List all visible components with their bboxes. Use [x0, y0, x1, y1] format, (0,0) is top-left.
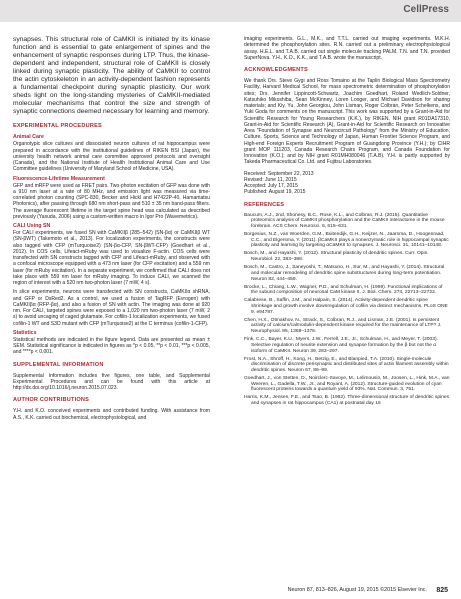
paragraph-cali-2: In slice experiments, neurons were transfected with SN constructs, CaMKIIα shRNA, and GFP or DsRed2. As a control, we used a fusion of TagRFP (Evrogen) with CaMKIIβα (RFP-βα), and also a fusion of SN with actin. The imaging was done at 920 nm. For CALI, targeted spines were exposed to a 1,020 nm two-photon laser (7 mW, 2 s) to avoid uncaging of caged glutamate. For cofilin-1 localization experiments, we fused cofilin-1 WT and S3D mutant with CFP (mTurquoise2) at the C terminus (cofilin-1-CFP). [13, 289, 210, 327]
reference-item: Calabrese, B., Saffin, J.M., and Halpain, S. (2014). Activity-dependent dendritic spine shrinkage and growth involve downregulation of cofilin via distinct mechanisms. PLoS ONE 9, e94787. [244, 298, 448, 315]
left-column [13, 36, 210, 424]
section-heading-supplemental: SUPPLEMENTAL INFORMATION [13, 361, 104, 368]
date-published: Published: August 19, 2015 [244, 189, 306, 196]
footer-citation: Neuron 87, 813–826, August 19, 2015 ©2015 Elsevier Inc. [287, 587, 427, 593]
reference-item: Frost, N.A., Shroff, H., Kong, H., Betzig, E., and Blanpied, T.A. (2010). Single-molecule discrimination of discrete perisynaptic and distributed sites of actin filament assembly within dendritic spines. Neuron 67, 86–99. [244, 356, 449, 373]
section-heading-procedures: EXPERIMENTAL PROCEDURES [13, 123, 102, 130]
date-revised: Revised: June 11, 2015 [244, 176, 297, 183]
page-footer [0, 584, 461, 599]
section-heading-acknowledgments: ACKNOWLEDGMENTS [244, 67, 308, 73]
reference-item: Bosch, M., Castro, J., Saneyoshi, T., Matsuno, H., Sur, M., and Hayashi, Y. (2014). Structural and molecular remodeling of dendritic spine substructures during long-term potentiation. Neuron 82, 444–459. [244, 265, 445, 282]
page-number: 825 [436, 587, 448, 594]
right-column [244, 36, 450, 409]
reference-item: Baucum, A.J., 2nd, Shonesy, B.C., Rose, K.L., and Colbran, R.J. (2015). Quantitative proteomics analysis of CaMKII phosphorylation and the CaMKII interactome in the mouse forebrain. ACS Chem. Neurosci. 6, 615–631. [244, 212, 445, 229]
date-accepted: Accepted: July 17, 2015 [244, 183, 298, 189]
reference-item: Borgesius, N.Z., van Woerden, G.M., Buitendijk, G.H., Keijzer, N., Jaarsma, D., Hoogenraad, C.C., and Elgersma, Y. (2011). βCaMKII plays a nonenzymatic role in hippocampal synaptic plasticity and learning by targeting αCaMKII to synapses. J. Neurosci. 31, 10141–10148. [244, 231, 449, 249]
subheading-statistics: Statistics [13, 329, 37, 336]
lead-paragraph: synapses. This structural role of CaMKII is initiated by its kinase function and is essential to gate enlargement of spines and the enhancement of synaptic responses during LTP. Thus, the kinase-dependent and independent, structural role of CaMKII is closely linked during synaptic plasticity. The ability of CaMKII to control the actin cytoskeleton in an activity-dependent fashion represents a fundamental checkpoint during synaptic plasticity. Our work sheds light on the long-standing mysteries of CaMKII-mediated molecular mechanisms that control the size and strength of synaptic connections deemed necessary for learning and memory. [13, 36, 210, 116]
subheading-flim: Fluorescence-Lifetime Measurement [13, 175, 105, 182]
paragraph-supplemental: Supplemental Information includes five figures, one table, and Supplemental Experimental Procedures and can be found with this article at http://dx.doi.org/10.1016/j.neuron.2015.07.023. [13, 372, 210, 392]
header-bar [0, 0, 461, 22]
paragraph-contributions-cont: imaging experiments. G.L., M.K., and T.T.L. carried out imaging experiments. M.K.H. determined the phosphorylation sites. R.N. carried out a preliminary electrophysiological assay. H.E.L. and T.A.B. carried out single molecule tracking PALM. T.N. and T.N. provided SuperNova. Y.H., K.O., K.K., and T.A.B. wrote the manuscript. [244, 36, 450, 61]
section-heading-contributions: AUTHOR CONTRIBUTIONS [13, 397, 90, 404]
paragraph-animal-care: Organotypic slice cultures and dissociated neuron cultures of rat hippocampus were prepared in accordance with the institutional guidelines of RIKEN BSI (Japan), the university health network animal care committee approved protocols and oversight (Canada), and the National Institute of Health Institutional Animal Care and Use Committee guidelines (University of Maryland School of Medicine, USA). [13, 141, 210, 173]
reference-item: Brocke, L., Chiang, L.W., Wagner, P.D., and Schulman, H. (1999). Functional implications of the subunit composition of neuronal CaM kinase II. J. Biol. Chem. 274, 22713–22722. [244, 284, 443, 296]
reference-item: Goedhart, J., von Stetten, D., Noirclerc-Savoye, M., Lelimousin, M., Joosen, L., Hink, M.A., van Weeren, L., Gadella, T.W., Jr., and Royant, A. (2012). Structure-guided evolution of cyan fluorescent proteins towards a quantum yield of 93%. Nat. Commun. 3, 751. [244, 375, 450, 393]
paragraph-acknowledgments: We thank Drs. Steve Gygi and Ross Tomaino at the Taplin Biological Mass Spectrometry Facility, Harvard Medical School, for mass spectrometric determination of phosphorylation sites; Drs. Jennifer Lippincott-Schwartz, Joachim Goedhart, Roland Wedlich-Soldner, Katsuhiko Mikoshiba, Sean McKinney, Loren Looger, and Michael Davidson for sharing materials; and Kiy. Yu, John Georgiou, John Lisman, Roger Colbran, Peter Schelkens, and Yuki Goda for comments on the manuscript. This work was supported by a Grant-in-Aid for Scientific Research for Young Researchers (K.K.), by RIKEN, NIH grant R01DA17310, Grant-in-Aid for Scientific Research (A), Grant-in-Aid for Scientific Research on Innovative Area "Foundation of Synapse and Neurocircuit Pathology" from the Ministry of Education, Culture, Sports, Science and Technology of Japan, Human Frontier Science Program, and High-end Foreign Experts Recruitment Program of Guangdong Province (Y.H.); by CIHR grant MOP 111203, Canada Research Chairs Program, and Canada Foundation for Innovation (K.O.); and by NIH grant R01MH080046 (T.A.B). Y.H. is partly supported by Takeda Pharmaceutical Co. Ltd. and Fujitsu Laboratories. [244, 78, 450, 166]
reference-item: Harris, K.M., Jensen, F.E., and Tsao, B. (1992). Three-dimensional structure of dendritic spines and synapses in rat hippocampus (CA1) at postnatal day 15 [244, 395, 450, 407]
paragraph-statistics: Statistical methods are indicated in the figure legend. Data are presented as mean ± SEM. Statistical significance is indicated in figures as *p < 0.05, **p < 0.01, ***p < 0.005, and ****p < 0.001. [13, 336, 210, 356]
reference-item: Bosch, M., and Hayashi, Y. (2012). Structural plasticity of dendritic spines. Curr. Opin. Neurobiol. 22, 383–388. [244, 251, 429, 263]
journal-logo: CellPress [403, 4, 449, 15]
subheading-cali: CALI Using SN [13, 223, 51, 230]
paragraph-flim: GFP and mRFP were used as FRET pairs. Two-photon excitation of GFP was done with a 910 nm laser at a rate of 80 MHz, and emission light was measured via time-correlated photon counting (SPC-830, Becker and Hickl and H7422P-40, Hamamatsu Photonics), after passing through 680 nm short-pass and 510 ± 35 nm band-pass filters. The average fluorescent lifetime in the target spine head was calculated as described previously (Yasuda, 2006) using a custom-written macro in Igor Pro (Wavemetrics). [13, 182, 210, 220]
date-received: Received: September 22, 2013 [244, 170, 314, 177]
paragraph-contributions: Y.H. and K.O. conceived experiments and contributed funding. With assistance from A.S., K.K. carried out biochemical, electrophysiological, and [13, 408, 210, 421]
subheading-animal-care: Animal Care [13, 134, 44, 141]
reference-item: Chen, H.X., Otmakhov, N., Strack, S., Colbran, R.J., and Lisman, J.E. (2001). Is persistent activity of calcium/calmodulin-dependent kinase required for the maintenance of LTP? J. Neurophysiol. 85, 1368–1376. [244, 317, 442, 335]
reference-item: Fink, C.C., Bayer, K.U., Myers, J.W., Ferrell, J.E., Jr., Schulman, H., and Meyer, T. (2003). Selective regulation of neurite extension and synapse formation by the β but not the α isoform of CaMKII. Neuron 39, 283–297. [244, 337, 438, 354]
section-heading-references: REFERENCES [244, 201, 285, 208]
paragraph-cali-1: For CALI experiments, we fused SN with CaMKIIβ (285–542) (SN-βα) or CaMKIIβ WT (SN-βWT) (Takemoto et al., 2013). For localization experiments, the constructs were also tagged with CFP (mTurquoise2) (SN-βα-CFP, SN-βWT-CFP) (Goedhart et al., 2012). In COS cells, Lifeact-mRuby was used to visualize F-actin. COS cells were transfected with SN constructs tagged with CFP and Lifeact-mRuby, and observed with a confocal microscope equipped with a 473 nm laser (for CFP excitation) and a 559 nm laser (for mRuby excitation). In a separate experiment, we confirmed that CALI does not take place with 559 nm laser for mRuby imaging. To induce CALI, we scanned the region of interest with a 520 nm two-photon laser (7 mW, 4 s). [13, 230, 210, 287]
